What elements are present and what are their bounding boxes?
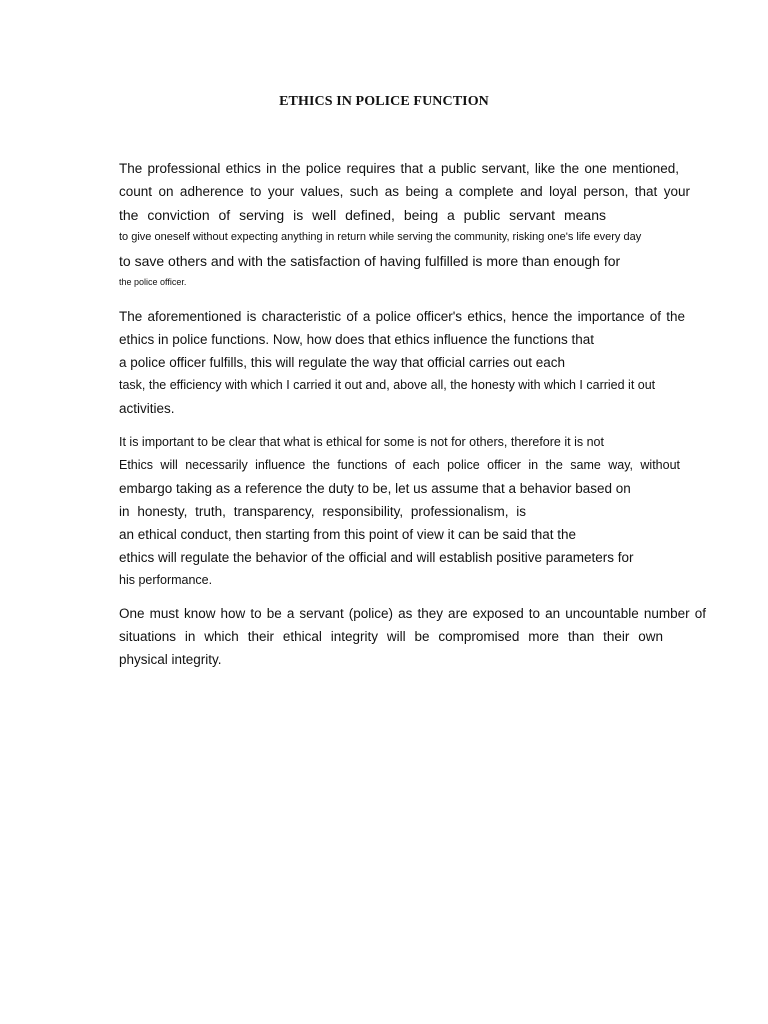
paragraph-1-line-1: The professional ethics in the police requires that a public servant, like the one mentioned, <box>119 161 679 176</box>
paragraph-3-line-4: in honesty, truth, transparency, responsibility, professionalism, is <box>119 504 526 519</box>
paragraph-2-line-3: a police officer fulfills, this will regulate the way that official carries out each <box>119 355 565 370</box>
paragraph-1-line-6: the police officer. <box>119 277 187 287</box>
paragraph-1-line-5: to save others and with the satisfaction of having fulfilled is more than enough for <box>119 253 621 269</box>
paragraph-3-line-6: ethics will regulate the behavior of the official and will establish positive parameters for <box>119 550 634 565</box>
document-title: ETHICS IN POLICE FUNCTION <box>279 94 489 109</box>
paragraph-2-line-4: task, the efficiency with which I carried it out and, above all, the honesty with which I carried it out <box>119 378 656 392</box>
paragraph-3-line-3: embargo taking as a reference the duty to be, let us assume that a behavior based on <box>119 481 631 496</box>
paragraph-4-line-1: One must know how to be a servant (police) as they are exposed to an uncountable number of <box>119 606 706 621</box>
paragraph-3-line-5: an ethical conduct, then starting from this point of view it can be said that the <box>119 527 577 542</box>
paragraph-2-line-2: ethics in police functions. Now, how does that ethics influence the functions that <box>119 332 595 347</box>
paragraph-1-line-3: the conviction of serving is well defined, being a public servant means <box>119 207 606 223</box>
paragraph-3-line-2: Ethics will necessarily influence the functions of each police officer in the same way, without <box>119 458 680 472</box>
paragraph-4-line-2: situations in which their ethical integrity will be compromised more than their own <box>119 629 663 644</box>
paragraph-2-line-1: The aforementioned is characteristic of a police officer's ethics, hence the importance of the <box>119 309 685 324</box>
paragraph-1-line-4: to give oneself without expecting anything in return while serving the community, risking one's life every day <box>119 231 642 243</box>
paragraph-1-line-2: count on adherence to your values, such as being a complete and loyal person, that your <box>119 184 690 199</box>
paragraph-4-line-3: physical integrity. <box>119 652 222 667</box>
paragraph-3-line-1: It is important to be clear that what is ethical for some is not for others, therefore it is not <box>119 435 604 449</box>
paragraph-2-line-5: activities. <box>119 401 175 416</box>
paragraph-3-line-7: his performance. <box>119 573 213 587</box>
